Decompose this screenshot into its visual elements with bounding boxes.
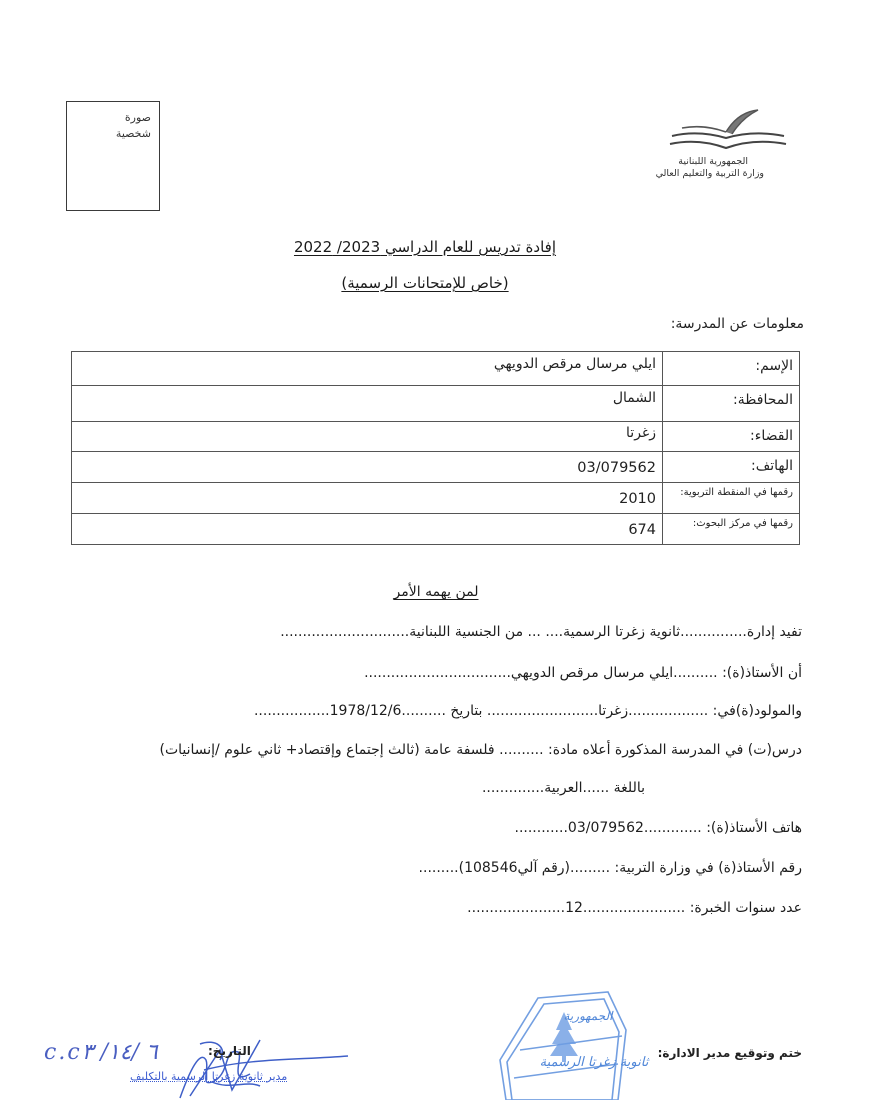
table-label: القضاء: bbox=[663, 422, 800, 452]
document-title-text: إفادة تدريس للعام الدراسي 2023/ 2022 bbox=[293, 238, 557, 256]
certifying-school-line: تفيد إدارة...............ثانوية زغرتا الرسمية.... ... من الجنسية اللبنانية............................. bbox=[280, 624, 802, 640]
photo-label-line2: شخصية bbox=[115, 127, 151, 140]
language-line: باللغة ......العربية.............. bbox=[481, 780, 645, 796]
handwritten-date: c.c۳ /٦ /١٤ bbox=[44, 1040, 158, 1065]
table-row-research-center-number bbox=[72, 514, 800, 545]
table-row-name bbox=[72, 352, 800, 386]
school-info-heading: معلومات عن المدرسة: bbox=[670, 316, 804, 332]
table-label: الإسم: bbox=[663, 352, 800, 386]
table-label: الهاتف: bbox=[663, 452, 800, 483]
to-whom-text: لمن يهمه الأمر bbox=[393, 584, 479, 600]
document-subtitle-text: (خاص للإمتحانات الرسمية) bbox=[341, 274, 509, 292]
document-title bbox=[0, 238, 850, 256]
birth-place-date-line: والمولود(ة)في: ..................زغرتا......................... بتاريخ ..........1978/12/6................. bbox=[253, 703, 802, 719]
table-label: المحافظة: bbox=[663, 386, 800, 422]
director-title: مدير ثانوية زغرتا الرسمية بالتكليف bbox=[130, 1070, 288, 1083]
document-subtitle bbox=[0, 274, 850, 292]
teacher-phone-line: هاتف الأستاذ(ة): .............03/079562............ bbox=[514, 820, 802, 836]
stamp-header-text: الجمهورية bbox=[563, 1009, 613, 1023]
school-info-table bbox=[71, 351, 800, 545]
school-stamp-icon bbox=[498, 990, 649, 1100]
table-label: رقمها في مركز البحوث: bbox=[663, 514, 800, 545]
logo-ministry-text: وزارة التربية والتعليم العالي bbox=[655, 168, 764, 179]
table-value: ايلي مرسال مرقص الدويهي bbox=[72, 352, 663, 386]
table-row-governorate bbox=[72, 386, 800, 422]
table-value: 03/079562 bbox=[72, 452, 663, 483]
table-row-educational-zone-number bbox=[72, 483, 800, 514]
table-row-district bbox=[72, 422, 800, 452]
photo-label-line1: صورة bbox=[124, 111, 151, 124]
to-whom-heading bbox=[0, 584, 872, 600]
logo-republic-text: الجمهورية اللبنانية bbox=[678, 156, 748, 167]
stamp-signature-label: ختم وتوقيع مدير الادارة: bbox=[657, 1046, 802, 1060]
table-value: زغرتا bbox=[72, 422, 663, 452]
open-book-quill-icon bbox=[668, 108, 788, 156]
personal-photo-box bbox=[66, 101, 160, 211]
date-label: التاريخ: bbox=[208, 1044, 251, 1058]
table-value: الشمال bbox=[72, 386, 663, 422]
table-label: رقمها في المنقطة التربوية: bbox=[663, 483, 800, 514]
subject-taught-line: درس(ت) في المدرسة المذكورة أعلاه مادة: .......... فلسفة عامة (ثالث إجتماع وإقتصاد+ ثاني علوم /إنسانيات) bbox=[159, 742, 802, 758]
teacher-name-line: أن الأستاذ(ة): ..........ايلي مرسال مرقص الدويهي................................. bbox=[364, 665, 802, 681]
photo-box-label bbox=[116, 110, 151, 142]
table-row-phone bbox=[72, 452, 800, 483]
ministry-logo bbox=[655, 108, 800, 188]
table-value: 674 bbox=[72, 514, 663, 545]
experience-years-line: عدد سنوات الخبرة: .......................12...................... bbox=[467, 900, 802, 916]
teacher-ministry-number-line: رقم الأستاذ(ة) في وزارة التربية: .........(رقم آلي108546)......... bbox=[418, 860, 802, 876]
stamp-school-text: ثانوية زغرتا الرسمية bbox=[539, 1055, 649, 1070]
table-value: 2010 bbox=[72, 483, 663, 514]
